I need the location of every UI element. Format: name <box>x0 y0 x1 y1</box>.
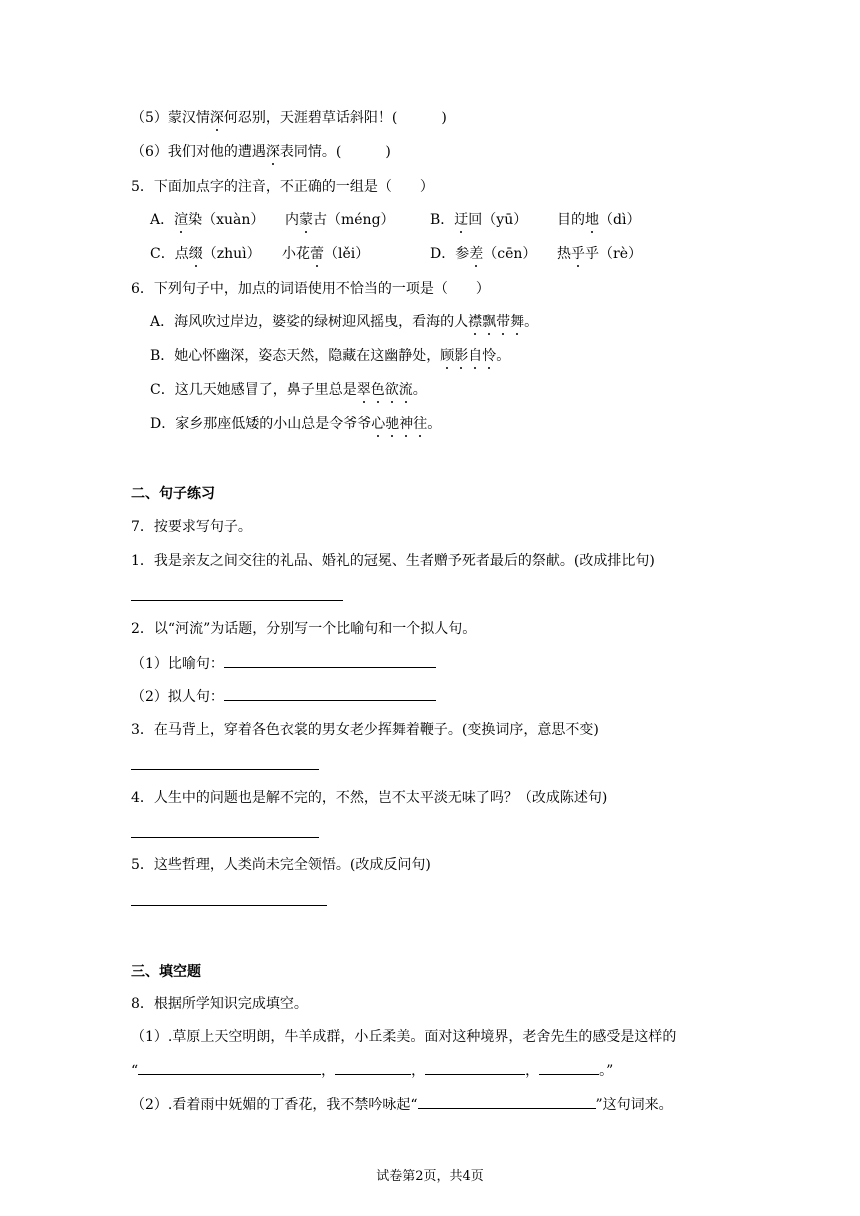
question-4-item-6: （6）我们对他的遭遇深表同情。( ) <box>131 144 391 160</box>
section-3-heading: 三、填空题 <box>131 964 201 980</box>
q5-option-c-word2: 小花蕾（lěi） <box>282 246 370 262</box>
fill-blank-2[interactable] <box>335 1060 411 1075</box>
q5-option-b-word2: 目的地（dì） <box>557 212 641 228</box>
sentence-task-4: 4．人生中的问题也是解不完的，不然，岂不太平淡无味了吗？（改成陈述句) <box>131 790 608 806</box>
simile-prompt: （1）比喻句： <box>131 653 436 674</box>
sentence-task-1: 1．我是亲友之间交往的礼品、婚礼的冠冕、生者赠予死者最后的祭献。(改成排比句) <box>131 553 655 569</box>
personification-prompt: （2）拟人句： <box>131 686 436 707</box>
q5-option-d-word2: 热乎乎（rè） <box>557 246 642 262</box>
answer-line-4[interactable] <box>131 837 319 838</box>
question-6-stem: 6．下列句子中，加点的词语使用不恰当的一项是（ ） <box>131 281 490 297</box>
sentence-task-3: 3．在马背上，穿着各色衣裳的男女老少挥舞着鞭子。(变换词序，意思不变) <box>131 722 599 738</box>
question-4-item-5: （5）蒙汉情深何忍别，天涯碧草话斜阳！( ) <box>131 110 447 126</box>
answer-line-5[interactable] <box>131 905 327 906</box>
sentence-task-2: 2．以“河流”为话题，分别写一个比喻句和一个拟人句。 <box>131 621 477 637</box>
q6-option-d: D．家乡那座低矮的小山总是令爷爷心驰神往。 <box>150 416 442 432</box>
q5-option-b: B．迂回（yū） <box>430 212 528 228</box>
personification-answer-blank[interactable] <box>224 686 436 701</box>
fill-blank-4[interactable] <box>539 1060 599 1075</box>
fill-item-1-blanks: “ ， ， ， 。” <box>131 1060 613 1081</box>
dotted-char: 深 <box>209 110 224 126</box>
question-5-stem: 5．下面加点字的注音，不正确的一组是（ ） <box>131 179 434 195</box>
question-8-stem: 8．根据所学知识完成填空。 <box>131 996 308 1012</box>
q5-option-a: A．渲染（xuàn） <box>150 212 265 228</box>
answer-line-3[interactable] <box>131 769 319 770</box>
q6-option-a: A．海风吹过岸边，婆娑的绿树迎风摇曳，看海的人襟飘带舞。 <box>150 314 539 330</box>
fill-item-2: （2）.看着雨中妩媚的丁香花，我不禁吟咏起“ ”这句词来。 <box>131 1094 673 1115</box>
section-2-heading: 二、句子练习 <box>131 486 215 502</box>
fill-blank-5[interactable] <box>418 1094 596 1109</box>
dotted-char: 深 <box>265 144 280 160</box>
q5-option-a-word2: 内蒙古（méng） <box>285 212 395 228</box>
fill-item-1: （1）.草原上天空明朗，牛羊成群，小丘柔美。面对这种境界，老舍先生的感受是这样的 <box>131 1029 677 1045</box>
q6-option-c: C．这几天她感冒了，鼻子里总是翠色欲流。 <box>150 382 427 398</box>
question-7-stem: 7．按要求写句子。 <box>131 519 252 535</box>
fill-blank-3[interactable] <box>425 1060 525 1075</box>
page-footer: 试卷第2页，共4页 <box>376 1169 484 1184</box>
fill-blank-1[interactable] <box>138 1060 321 1075</box>
simile-answer-blank[interactable] <box>224 653 436 668</box>
q6-option-b: B．她心怀幽深，姿态天然，隐藏在这幽静处，顾影自怜。 <box>150 348 511 364</box>
sentence-task-5: 5．这些哲理，人类尚未完全领悟。(改成反问句) <box>131 857 431 873</box>
q5-option-d: D．参差（cēn） <box>430 246 537 262</box>
q5-option-c: C．点缀（zhuì） <box>150 246 261 262</box>
answer-line-1[interactable] <box>131 600 343 601</box>
